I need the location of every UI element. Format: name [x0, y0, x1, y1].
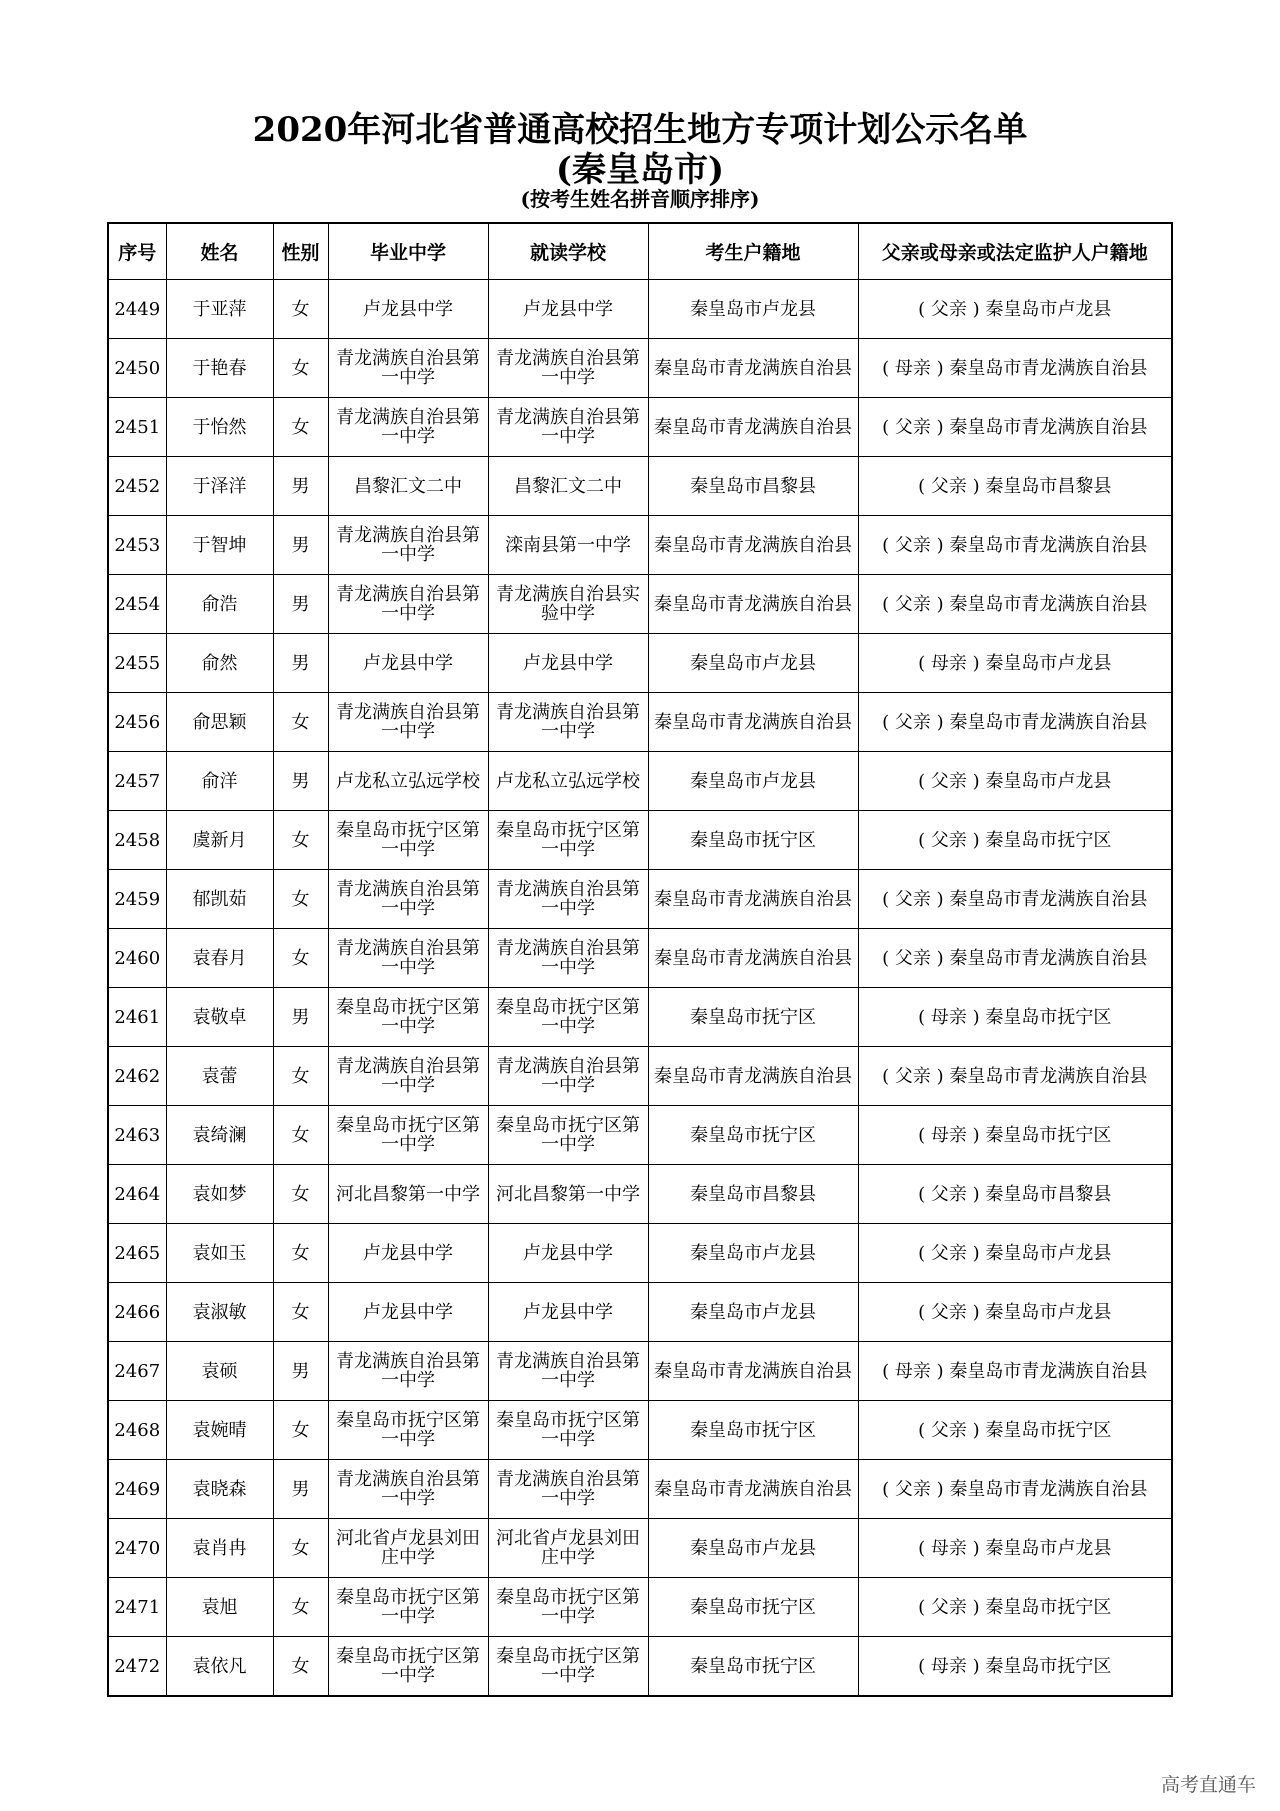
- cell-student-hukou: 秦皇岛市卢龙县: [648, 634, 858, 693]
- page-title: 2020年河北省普通高校招生地方专项计划公示名单: [252, 110, 1028, 150]
- cell-seq: 2466: [108, 1283, 166, 1342]
- table-row: [108, 870, 1172, 929]
- cell-parent-hukou: ( 父亲 ) 秦皇岛市青龙满族自治县: [858, 929, 1172, 988]
- cell-gender: 男: [273, 575, 328, 634]
- cell-student-hukou: 秦皇岛市抚宁区: [648, 1401, 858, 1460]
- cell-graduated-school: 青龙满族自治县第一中学: [328, 339, 488, 398]
- cell-graduated-school: 卢龙县中学: [328, 280, 488, 339]
- cell-current-school: 秦皇岛市抚宁区第一中学: [488, 988, 648, 1047]
- cell-graduated-school: 青龙满族自治县第一中学: [328, 516, 488, 575]
- cell-graduated-school: 河北省卢龙县刘田庄中学: [328, 1519, 488, 1578]
- cell-graduated-school: 青龙满族自治县第一中学: [328, 1047, 488, 1106]
- cell-seq: 2465: [108, 1224, 166, 1283]
- cell-seq: 2463: [108, 1106, 166, 1165]
- cell-gender: 女: [273, 1047, 328, 1106]
- cell-parent-hukou: ( 父亲 ) 秦皇岛市青龙满族自治县: [858, 1047, 1172, 1106]
- cell-seq: 2455: [108, 634, 166, 693]
- cell-gender: 女: [273, 1578, 328, 1637]
- col-header-gender: 性别: [273, 223, 328, 280]
- table-row: [108, 1224, 1172, 1283]
- cell-graduated-school: 青龙满族自治县第一中学: [328, 870, 488, 929]
- cell-name: 袁如梦: [166, 1165, 273, 1224]
- cell-current-school: 秦皇岛市抚宁区第一中学: [488, 811, 648, 870]
- cell-current-school: 秦皇岛市抚宁区第一中学: [488, 1106, 648, 1165]
- cell-parent-hukou: ( 父亲 ) 秦皇岛市抚宁区: [858, 1578, 1172, 1637]
- table-row: [108, 280, 1172, 339]
- cell-current-school: 河北省卢龙县刘田庄中学: [488, 1519, 648, 1578]
- cell-gender: 女: [273, 339, 328, 398]
- cell-name: 袁如玉: [166, 1224, 273, 1283]
- cell-parent-hukou: ( 母亲 ) 秦皇岛市抚宁区: [858, 1106, 1172, 1165]
- cell-name: 袁晓森: [166, 1460, 273, 1519]
- cell-gender: 女: [273, 280, 328, 339]
- col-header-graduated-school: 毕业中学: [328, 223, 488, 280]
- cell-seq: 2462: [108, 1047, 166, 1106]
- cell-parent-hukou: ( 父亲 ) 秦皇岛市青龙满族自治县: [858, 516, 1172, 575]
- cell-gender: 女: [273, 870, 328, 929]
- table-row: [108, 811, 1172, 870]
- table-row: [108, 575, 1172, 634]
- cell-graduated-school: 卢龙县中学: [328, 1283, 488, 1342]
- cell-name: 郁凯茹: [166, 870, 273, 929]
- cell-graduated-school: 青龙满族自治县第一中学: [328, 1460, 488, 1519]
- cell-gender: 女: [273, 398, 328, 457]
- cell-student-hukou: 秦皇岛市青龙满族自治县: [648, 575, 858, 634]
- cell-seq: 2461: [108, 988, 166, 1047]
- cell-gender: 男: [273, 1342, 328, 1401]
- cell-name: 袁敬卓: [166, 988, 273, 1047]
- cell-parent-hukou: ( 母亲 ) 秦皇岛市青龙满族自治县: [858, 339, 1172, 398]
- cell-seq: 2453: [108, 516, 166, 575]
- cell-seq: 2471: [108, 1578, 166, 1637]
- cell-gender: 女: [273, 1401, 328, 1460]
- table-row: [108, 929, 1172, 988]
- cell-current-school: 青龙满族自治县第一中学: [488, 1460, 648, 1519]
- cell-seq: 2470: [108, 1519, 166, 1578]
- cell-gender: 男: [273, 634, 328, 693]
- cell-graduated-school: 青龙满族自治县第一中学: [328, 693, 488, 752]
- cell-gender: 女: [273, 693, 328, 752]
- cell-student-hukou: 秦皇岛市卢龙县: [648, 280, 858, 339]
- cell-gender: 男: [273, 1460, 328, 1519]
- cell-seq: 2449: [108, 280, 166, 339]
- cell-gender: 女: [273, 811, 328, 870]
- cell-current-school: 秦皇岛市抚宁区第一中学: [488, 1637, 648, 1697]
- cell-name: 袁绮澜: [166, 1106, 273, 1165]
- cell-parent-hukou: ( 父亲 ) 秦皇岛市卢龙县: [858, 280, 1172, 339]
- cell-current-school: 青龙满族自治县第一中学: [488, 693, 648, 752]
- cell-parent-hukou: ( 母亲 ) 秦皇岛市卢龙县: [858, 634, 1172, 693]
- cell-name: 俞洋: [166, 752, 273, 811]
- cell-student-hukou: 秦皇岛市昌黎县: [648, 1165, 858, 1224]
- cell-gender: 女: [273, 1519, 328, 1578]
- table-row: [108, 1342, 1172, 1401]
- cell-student-hukou: 秦皇岛市抚宁区: [648, 1637, 858, 1697]
- cell-parent-hukou: ( 父亲 ) 秦皇岛市抚宁区: [858, 811, 1172, 870]
- cell-current-school: 昌黎汇文二中: [488, 457, 648, 516]
- cell-parent-hukou: ( 父亲 ) 秦皇岛市卢龙县: [858, 1224, 1172, 1283]
- cell-parent-hukou: ( 母亲 ) 秦皇岛市抚宁区: [858, 988, 1172, 1047]
- cell-student-hukou: 秦皇岛市青龙满族自治县: [648, 516, 858, 575]
- cell-seq: 2472: [108, 1637, 166, 1697]
- cell-name: 于怡然: [166, 398, 273, 457]
- cell-name: 袁旭: [166, 1578, 273, 1637]
- cell-current-school: 卢龙县中学: [488, 1224, 648, 1283]
- cell-name: 于泽洋: [166, 457, 273, 516]
- cell-gender: 女: [273, 929, 328, 988]
- table-row: [108, 1578, 1172, 1637]
- cell-seq: 2468: [108, 1401, 166, 1460]
- cell-parent-hukou: ( 父亲 ) 秦皇岛市青龙满族自治县: [858, 398, 1172, 457]
- cell-student-hukou: 秦皇岛市青龙满族自治县: [648, 1047, 858, 1106]
- watermark: 高考直通车: [1160, 1774, 1256, 1796]
- page-subtitle: (秦皇岛市): [555, 150, 725, 190]
- cell-graduated-school: 卢龙县中学: [328, 634, 488, 693]
- cell-parent-hukou: ( 父亲 ) 秦皇岛市卢龙县: [858, 752, 1172, 811]
- cell-parent-hukou: ( 父亲 ) 秦皇岛市青龙满族自治县: [858, 693, 1172, 752]
- cell-current-school: 卢龙私立弘远学校: [488, 752, 648, 811]
- cell-gender: 男: [273, 516, 328, 575]
- cell-graduated-school: 卢龙县中学: [328, 1224, 488, 1283]
- cell-current-school: 青龙满族自治县第一中学: [488, 398, 648, 457]
- cell-student-hukou: 秦皇岛市青龙满族自治县: [648, 398, 858, 457]
- cell-name: 袁春月: [166, 929, 273, 988]
- cell-current-school: 青龙满族自治县实验中学: [488, 575, 648, 634]
- cell-name: 于智坤: [166, 516, 273, 575]
- cell-seq: 2459: [108, 870, 166, 929]
- sort-note: (按考生姓名拼音顺序排序): [520, 187, 760, 211]
- cell-graduated-school: 青龙满族自治县第一中学: [328, 1342, 488, 1401]
- cell-seq: 2467: [108, 1342, 166, 1401]
- cell-student-hukou: 秦皇岛市青龙满族自治县: [648, 693, 858, 752]
- cell-gender: 男: [273, 988, 328, 1047]
- col-header-student-hukou: 考生户籍地: [648, 223, 858, 280]
- cell-student-hukou: 秦皇岛市卢龙县: [648, 1519, 858, 1578]
- cell-seq: 2457: [108, 752, 166, 811]
- cell-graduated-school: 秦皇岛市抚宁区第一中学: [328, 988, 488, 1047]
- cell-graduated-school: 青龙满族自治县第一中学: [328, 929, 488, 988]
- table-row: [108, 516, 1172, 575]
- cell-name: 袁肖冉: [166, 1519, 273, 1578]
- cell-student-hukou: 秦皇岛市抚宁区: [648, 811, 858, 870]
- cell-student-hukou: 秦皇岛市卢龙县: [648, 1283, 858, 1342]
- cell-seq: 2469: [108, 1460, 166, 1519]
- cell-student-hukou: 秦皇岛市青龙满族自治县: [648, 1342, 858, 1401]
- cell-parent-hukou: ( 父亲 ) 秦皇岛市抚宁区: [858, 1401, 1172, 1460]
- table-row: [108, 693, 1172, 752]
- cell-graduated-school: 青龙满族自治县第一中学: [328, 398, 488, 457]
- cell-seq: 2450: [108, 339, 166, 398]
- cell-name: 于亚萍: [166, 280, 273, 339]
- cell-seq: 2451: [108, 398, 166, 457]
- cell-student-hukou: 秦皇岛市卢龙县: [648, 752, 858, 811]
- cell-student-hukou: 秦皇岛市青龙满族自治县: [648, 870, 858, 929]
- cell-parent-hukou: ( 父亲 ) 秦皇岛市青龙满族自治县: [858, 1460, 1172, 1519]
- cell-name: 俞然: [166, 634, 273, 693]
- col-header-name: 姓名: [166, 223, 273, 280]
- cell-current-school: 青龙满族自治县第一中学: [488, 1047, 648, 1106]
- table-row: [108, 457, 1172, 516]
- col-header-parent-hukou: 父亲或母亲或法定监护人户籍地: [858, 223, 1172, 280]
- col-header-seq: 序号: [108, 223, 166, 280]
- table-row: [108, 398, 1172, 457]
- cell-parent-hukou: ( 父亲 ) 秦皇岛市昌黎县: [858, 457, 1172, 516]
- cell-seq: 2454: [108, 575, 166, 634]
- cell-seq: 2460: [108, 929, 166, 988]
- table-row: [108, 634, 1172, 693]
- cell-seq: 2452: [108, 457, 166, 516]
- cell-name: 虞新月: [166, 811, 273, 870]
- cell-parent-hukou: ( 父亲 ) 秦皇岛市青龙满族自治县: [858, 575, 1172, 634]
- header-row: [108, 223, 1172, 280]
- table-row: [108, 1106, 1172, 1165]
- cell-seq: 2464: [108, 1165, 166, 1224]
- cell-graduated-school: 秦皇岛市抚宁区第一中学: [328, 1106, 488, 1165]
- cell-graduated-school: 秦皇岛市抚宁区第一中学: [328, 1578, 488, 1637]
- cell-gender: 女: [273, 1283, 328, 1342]
- cell-parent-hukou: ( 父亲 ) 秦皇岛市卢龙县: [858, 1283, 1172, 1342]
- cell-current-school: 卢龙县中学: [488, 280, 648, 339]
- cell-current-school: 秦皇岛市抚宁区第一中学: [488, 1401, 648, 1460]
- cell-current-school: 青龙满族自治县第一中学: [488, 1342, 648, 1401]
- cell-parent-hukou: ( 母亲 ) 秦皇岛市青龙满族自治县: [858, 1342, 1172, 1401]
- cell-current-school: 河北昌黎第一中学: [488, 1165, 648, 1224]
- table-row: [108, 752, 1172, 811]
- cell-name: 袁蕾: [166, 1047, 273, 1106]
- cell-student-hukou: 秦皇岛市卢龙县: [648, 1224, 858, 1283]
- table-row: [108, 339, 1172, 398]
- cell-current-school: 青龙满族自治县第一中学: [488, 929, 648, 988]
- cell-student-hukou: 秦皇岛市昌黎县: [648, 457, 858, 516]
- cell-current-school: 青龙满族自治县第一中学: [488, 339, 648, 398]
- cell-graduated-school: 卢龙私立弘远学校: [328, 752, 488, 811]
- cell-gender: 女: [273, 1106, 328, 1165]
- cell-seq: 2456: [108, 693, 166, 752]
- cell-graduated-school: 青龙满族自治县第一中学: [328, 575, 488, 634]
- cell-student-hukou: 秦皇岛市抚宁区: [648, 988, 858, 1047]
- table-row: [108, 1283, 1172, 1342]
- cell-current-school: 卢龙县中学: [488, 634, 648, 693]
- cell-gender: 女: [273, 1637, 328, 1697]
- cell-gender: 男: [273, 457, 328, 516]
- cell-name: 俞思颖: [166, 693, 273, 752]
- cell-parent-hukou: ( 母亲 ) 秦皇岛市卢龙县: [858, 1519, 1172, 1578]
- cell-name: 袁婉晴: [166, 1401, 273, 1460]
- cell-current-school: 卢龙县中学: [488, 1283, 648, 1342]
- table-row: [108, 1460, 1172, 1519]
- col-header-current-school: 就读学校: [488, 223, 648, 280]
- table-row: [108, 1637, 1172, 1697]
- cell-current-school: 青龙满族自治县第一中学: [488, 870, 648, 929]
- cell-parent-hukou: ( 母亲 ) 秦皇岛市抚宁区: [858, 1637, 1172, 1697]
- table-row: [108, 988, 1172, 1047]
- cell-gender: 女: [273, 1165, 328, 1224]
- table-row: [108, 1519, 1172, 1578]
- cell-parent-hukou: ( 父亲 ) 秦皇岛市青龙满族自治县: [858, 870, 1172, 929]
- cell-seq: 2458: [108, 811, 166, 870]
- cell-graduated-school: 秦皇岛市抚宁区第一中学: [328, 1401, 488, 1460]
- cell-student-hukou: 秦皇岛市青龙满族自治县: [648, 1460, 858, 1519]
- cell-gender: 男: [273, 752, 328, 811]
- table-row: [108, 1165, 1172, 1224]
- cell-current-school: 滦南县第一中学: [488, 516, 648, 575]
- roster-table: [107, 222, 1173, 1697]
- cell-graduated-school: 河北昌黎第一中学: [328, 1165, 488, 1224]
- cell-gender: 女: [273, 1224, 328, 1283]
- cell-name: 于艳春: [166, 339, 273, 398]
- cell-graduated-school: 昌黎汇文二中: [328, 457, 488, 516]
- cell-graduated-school: 秦皇岛市抚宁区第一中学: [328, 811, 488, 870]
- cell-student-hukou: 秦皇岛市抚宁区: [648, 1578, 858, 1637]
- cell-name: 袁依凡: [166, 1637, 273, 1697]
- cell-current-school: 秦皇岛市抚宁区第一中学: [488, 1578, 648, 1637]
- table-row: [108, 1047, 1172, 1106]
- cell-parent-hukou: ( 父亲 ) 秦皇岛市昌黎县: [858, 1165, 1172, 1224]
- cell-name: 袁硕: [166, 1342, 273, 1401]
- cell-name: 袁淑敏: [166, 1283, 273, 1342]
- cell-student-hukou: 秦皇岛市青龙满族自治县: [648, 929, 858, 988]
- cell-graduated-school: 秦皇岛市抚宁区第一中学: [328, 1637, 488, 1697]
- cell-student-hukou: 秦皇岛市抚宁区: [648, 1106, 858, 1165]
- table-row: [108, 1401, 1172, 1460]
- cell-name: 俞浩: [166, 575, 273, 634]
- cell-student-hukou: 秦皇岛市青龙满族自治县: [648, 339, 858, 398]
